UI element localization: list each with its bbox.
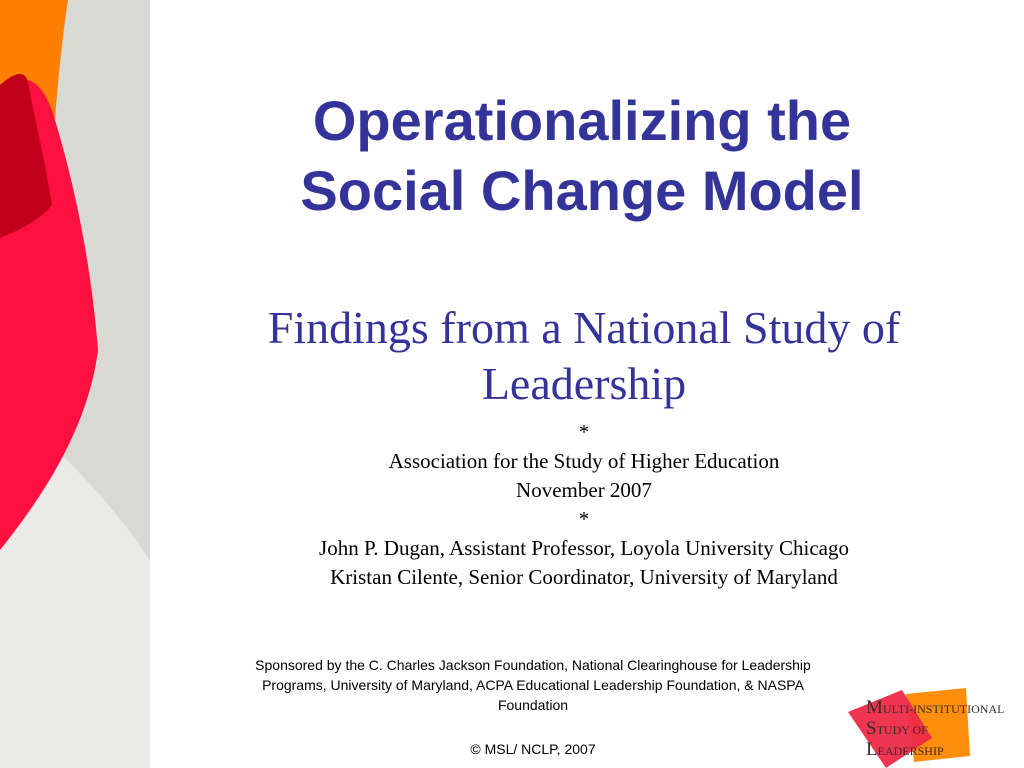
logo-initial: M [866,697,883,718]
author-line: Kristan Cilente, Senior Coordinator, University of Maryland [330,565,838,589]
copyright-notice: © MSL/ NCLP, 2007 [470,741,596,757]
logo-initial: S [866,718,877,739]
logo-initial: L [866,739,878,760]
conference-name: Association for the Study of Higher Education [388,449,780,473]
slide-title [180,86,984,226]
author-line: John P. Dugan, Assistant Professor, Loyola University Chicago [319,536,849,560]
slide-title-line-1: Operationalizing the [312,89,852,152]
logo-word: ULTI-INSTITUTIONAL [882,702,1005,716]
separator-asterisk: * [578,420,590,444]
presentation-details [200,418,968,592]
logo-word: EADERSHIP [877,744,944,758]
presentation-date: November 2007 [516,478,652,502]
logo-word: TUDY OF [876,723,928,737]
sponsor-note: Sponsored by the C. Charles Jackson Foundation, National Clearinghouse for Leadership Programs, University of Maryland, ACPA Educational Leadership Foundation, & NASPA Foundation [255,657,811,713]
decorative-left-band [0,0,160,768]
msl-logo [846,686,1024,768]
slide-subtitle: Findings from a National Study of Leadership [267,302,901,409]
logo-wordmark [866,698,1004,761]
separator-asterisk: * [578,507,590,531]
slide-title-line-2: Social Change Model [300,159,864,222]
